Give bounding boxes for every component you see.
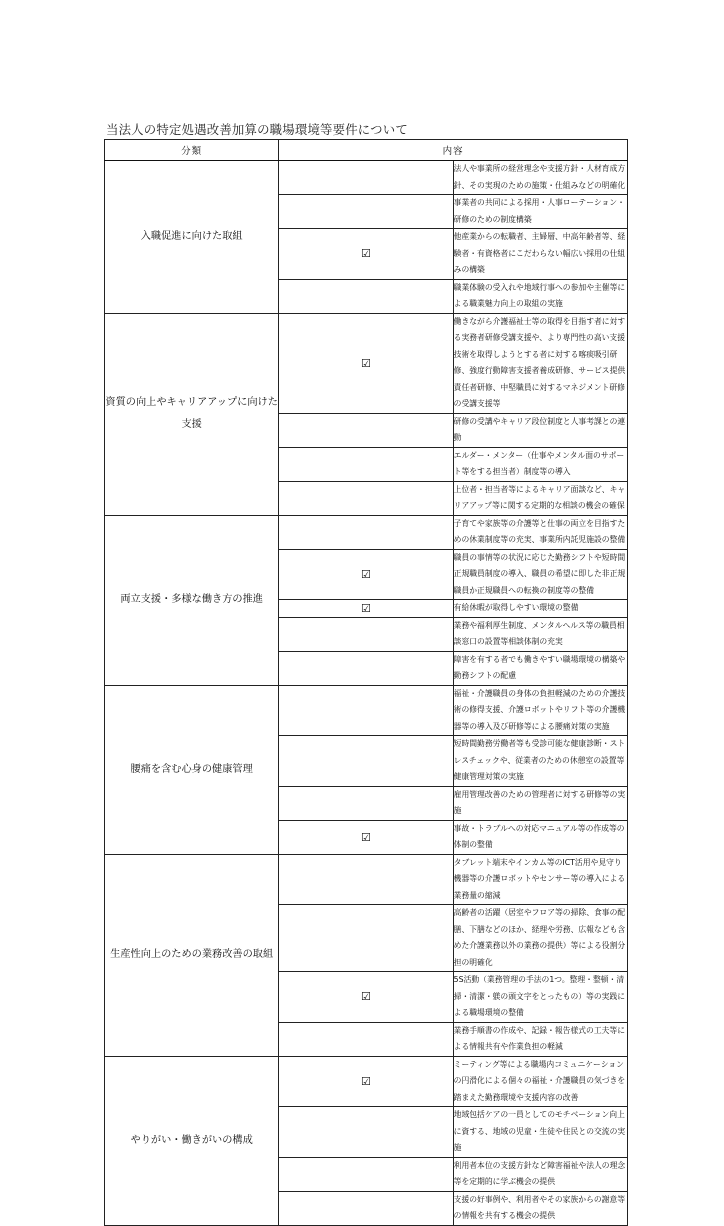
- checkbox-empty-cell: [279, 651, 453, 685]
- requirement-text: 子育てや家族等の介護等と仕事の両立を目指すための休業制度等の充実、事業所内託児施設の整備: [453, 515, 627, 549]
- checkbox-empty-cell: [279, 481, 453, 515]
- checkbox-checked-icon: ☑: [279, 820, 453, 854]
- header-category: 分類: [105, 140, 279, 161]
- requirement-text: 職業体験の受入れや地域行事への参加や主催等による職業魅力向上の取組の実施: [453, 279, 627, 313]
- category-cell: [105, 313, 279, 515]
- checkbox-checked-icon: ☑: [279, 600, 453, 618]
- checkbox-checked-icon: ☑: [279, 549, 453, 600]
- requirement-text: 上位者・担当者等によるキャリア面談など、キャリアアップ等に関する定期的な相談の機会の確保: [453, 481, 627, 515]
- requirements-table: [104, 139, 628, 1226]
- checkbox-empty-cell: [279, 905, 453, 972]
- requirement-text: エルダー・メンター（仕事やメンタル面のサポート等をする担当者）制度等の導入: [453, 447, 627, 481]
- checkbox-empty-cell: [279, 1107, 453, 1158]
- category-label: 生産性向上のための業務改善の取組: [110, 949, 274, 960]
- checkbox-empty-cell: [279, 195, 453, 229]
- requirement-text: 支援の好事例や、利用者やその家族からの謝意等の情報を共有する機会の提供: [453, 1191, 627, 1225]
- table-row: [105, 313, 628, 413]
- requirement-text: 短時間勤務労働者等も受診可能な健康診断・ストレスチェックや、従業者のための休憩室の設置等健康管理対策の実施: [453, 736, 627, 787]
- requirement-text: 利用者本位の支援方針など障害福祉や法人の理念等を定期的に学ぶ機会の提供: [453, 1157, 627, 1191]
- checkbox-empty-cell: [279, 786, 453, 820]
- requirement-text: 法人や事業所の経営理念や支援方針・人材育成方針、その実現のための施策・仕組みなどの明確化: [453, 161, 627, 195]
- document-title: 当法人の特定処遇改善加算の職場環境等要件について: [106, 122, 408, 137]
- requirement-text: 障害を有する者でも働きやすい職場環境の構築や勤務シフトの配慮: [453, 651, 627, 685]
- table-row: [105, 854, 628, 905]
- checkbox-empty-cell: [279, 413, 453, 447]
- checkbox-checked-icon: ☑: [279, 229, 453, 280]
- requirement-text: 働きながら介護福祉士等の取得を目指す者に対する実務者研修受講支援や、より専門性の高い支援技術を取得しようとする者に対する喀痰吸引研修、強度行動障害支援者養成研修、サービス提供責任者研修、中堅職員に対するマネジメント研修の受講支援等: [453, 313, 627, 413]
- category-label: 資質の向上やキャリアアップに向けた支援: [105, 397, 278, 430]
- table-row: [105, 515, 628, 549]
- checkbox-empty-cell: [279, 617, 453, 651]
- category-label: やりがい・働きがいの構成: [130, 1134, 253, 1146]
- checkbox-empty-cell: [279, 1191, 453, 1225]
- category-cell: [105, 685, 279, 854]
- checkbox-checked-icon: ☑: [279, 1056, 453, 1107]
- category-cell: [105, 515, 279, 685]
- checkbox-empty-cell: [279, 279, 453, 313]
- table-row: [105, 685, 628, 736]
- requirement-text: 福祉・介護職員の身体の負担軽減のための介護技術の修得支援、介護ロボットやリフト等の介護機器等の導入及び研修等による腰痛対策の実施: [453, 685, 627, 736]
- category-label: 両立支援・多様な働き方の推進: [120, 594, 263, 605]
- table-header-row: [105, 140, 628, 161]
- category-label: 入職促進に向けた取組: [140, 230, 243, 242]
- checkbox-empty-cell: [279, 1157, 453, 1191]
- header-content: 内容: [279, 140, 628, 161]
- requirement-text: 研修の受講やキャリア段位制度と人事考課との連動: [453, 413, 627, 447]
- checkbox-empty-cell: [279, 515, 453, 549]
- requirement-text: 有給休暇が取得しやすい環境の整備: [453, 600, 627, 618]
- checkbox-empty-cell: [279, 1022, 453, 1056]
- checkbox-empty-cell: [279, 685, 453, 736]
- requirement-text: 地域包括ケアの一員としてのモチベーション向上に資する、地域の児童・生徒や住民との交流の実施: [453, 1107, 627, 1158]
- checkbox-checked-icon: ☑: [279, 972, 453, 1023]
- requirement-text: 業務や福利厚生制度、メンタルヘルス等の職員相談窓口の設置等相談体制の充実: [453, 617, 627, 651]
- checkbox-empty-cell: [279, 854, 453, 905]
- requirement-text: 高齢者の活躍（居室やフロア等の掃除、食事の配膳、下膳などのほか、経理や労務、広報なども含めた介護業務以外の業務の提供）等による役割分担の明確化: [453, 905, 627, 972]
- table-row: [105, 1056, 628, 1107]
- checkbox-empty-cell: [279, 447, 453, 481]
- requirement-text: 業務手順書の作成や、記録・報告様式の工夫等による情報共有や作業負担の軽減: [453, 1022, 627, 1056]
- checkbox-empty-cell: [279, 736, 453, 787]
- requirement-text: ミーティング等による職場内コミュニケーションの円滑化による個々の福祉・介護職員の気づきを踏まえた勤務環境や支援内容の改善: [453, 1056, 627, 1107]
- requirement-text: 5S活動（業務管理の手法の1つ。整理・整頓・清掃・清潔・躾の頭文字をとったもの）等の実践による職場環境の整備: [453, 972, 627, 1023]
- category-cell: [105, 161, 279, 314]
- requirement-text: 事故・トラブルへの対応マニュアル等の作成等の体制の整備: [453, 820, 627, 854]
- requirement-text: 職員の事情等の状況に応じた勤務シフトや短時間正規職員制度の導入、職員の希望に即した非正規職員か正規職員への転換の制度等の整備: [453, 549, 627, 600]
- requirement-text: 事業者の共同による採用・人事ローテーション・研修のための制度構築: [453, 195, 627, 229]
- requirement-text: タブレット端末やインカム等のICT活用や見守り機器等の介護ロボットやセンサー等の導入による業務量の縮減: [453, 854, 627, 905]
- category-cell: [105, 854, 279, 1056]
- table-row: [105, 161, 628, 195]
- checkbox-checked-icon: ☑: [279, 313, 453, 413]
- table-body: [105, 161, 628, 1226]
- requirement-text: 他産業からの転職者、主婦層、中高年齢者等、経験者・有資格者にこだわらない幅広い採用の仕組みの構築: [453, 229, 627, 280]
- requirement-text: 雇用管理改善のための管理者に対する研修等の実施: [453, 786, 627, 820]
- checkbox-empty-cell: [279, 161, 453, 195]
- category-label: 腰痛を含む心身の健康管理: [130, 763, 253, 775]
- category-cell: [105, 1056, 279, 1225]
